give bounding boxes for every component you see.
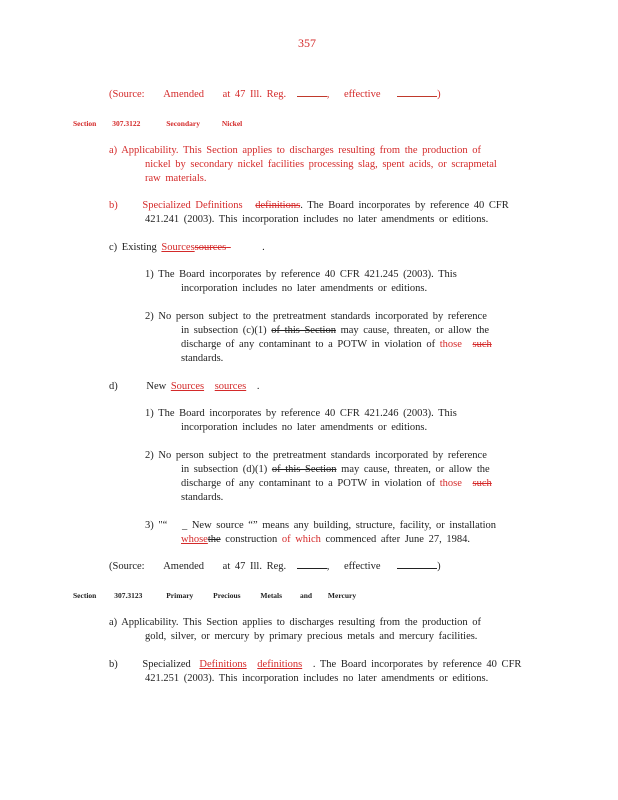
body-text: construction <box>220 534 282 545</box>
body-text: . The Board incorporates by reference 40 CFR <box>300 200 509 211</box>
section-word: Section <box>73 119 97 128</box>
subsection-a-line: gold, silver, or mercury by primary precious metals and mercury facilities. <box>145 631 478 642</box>
subsection-b-line <box>109 658 521 671</box>
paragraph-d2-line: 2) No person subject to the pretreatment standards incorporated by reference <box>145 450 487 461</box>
source-label: (Source: <box>109 89 145 100</box>
paragraph-d1-line: incorporation includes no later amendments or editions. <box>181 422 428 433</box>
body-text: in subsection (d)(1) <box>181 464 272 475</box>
source-close: ) <box>437 89 441 100</box>
source-label: (Source: <box>109 561 145 572</box>
body-text: may cause, threaten, or allow the <box>335 325 490 336</box>
paragraph-c1-line: 1) The Board incorporates by reference 40 CFR 421.245 (2003). This <box>145 269 457 280</box>
deleted-text: such <box>472 339 492 350</box>
deleted-text: of this Section <box>271 464 337 475</box>
body-text: 3) "“ <box>145 520 168 531</box>
subsection-marker: d) <box>109 381 118 392</box>
source-register: at 47 Ill. Reg. <box>222 561 287 572</box>
body-text: New <box>146 381 171 392</box>
subsection-marker: b) <box>109 200 118 211</box>
inserted-text: Specialized Definitions <box>142 200 243 211</box>
inserted-text: those <box>439 339 462 350</box>
paragraph-d1-line: 1) The Board incorporates by reference 40 CFR 421.246 (2003). This <box>145 408 457 419</box>
source-comma: , <box>326 89 330 100</box>
subsection-b-line: 421.241 (2003). This incorporation includes no later amendments or editions. <box>145 214 489 225</box>
subsection-a-line: a) Applicability. This Section applies to discharges resulting from the production of <box>109 145 482 156</box>
deleted-text: sources <box>194 242 227 253</box>
inserted-text: whose <box>181 534 208 545</box>
register-blank <box>297 96 327 97</box>
source-close: ) <box>437 561 441 572</box>
body-text: c) Existing <box>109 242 162 253</box>
body-text: . <box>262 242 265 253</box>
body-text: discharge of any contaminant to a POTW in violation of <box>181 339 440 350</box>
section-title-word: Metals <box>260 591 283 600</box>
subsection-d-line <box>109 380 259 393</box>
body-text: . The Board incorporates by reference 40 CFR <box>312 659 522 670</box>
source-effective: effective <box>343 89 381 100</box>
page-number: 357 <box>298 36 316 50</box>
section-word: Section <box>73 591 97 600</box>
source-comma: , <box>326 561 330 572</box>
section-number: 307.3122 <box>112 119 141 128</box>
source-note <box>109 88 441 101</box>
inserted-text: Sources <box>161 242 195 253</box>
section-number: 307.3123 <box>114 591 143 600</box>
deleted-text: such <box>472 478 492 489</box>
body-text: Specialized <box>142 659 196 670</box>
inserted-text: Sources <box>170 381 205 392</box>
paragraph-c2-line <box>181 338 492 351</box>
section-title-word: Precious <box>213 591 241 600</box>
body-text: in subsection (c)(1) <box>181 325 272 336</box>
paragraph-c2-line: 2) No person subject to the pretreatment standards incorporated by reference <box>145 311 487 322</box>
register-blank <box>297 568 327 569</box>
body-text: _ New source “” means any building, structure, facility, or installation <box>181 520 497 531</box>
section-heading <box>73 117 242 130</box>
source-note <box>109 560 441 573</box>
section-title-word: Secondary <box>166 119 200 128</box>
paragraph-c2-line: standards. <box>181 353 224 364</box>
body-text: commenced after June 27, 1984. <box>320 534 470 545</box>
subsection-b-line: 421.251 (2003). This incorporation includes no later amendments or editions. <box>145 673 489 684</box>
source-amended: Amended <box>163 89 205 100</box>
paragraph-d2-line <box>181 477 492 490</box>
section-heading <box>73 589 356 602</box>
paragraph-d3-line <box>181 533 470 546</box>
body-text: discharge of any contaminant to a POTW in violation of <box>181 478 440 489</box>
deleted-text: definitions <box>257 659 303 670</box>
section-title-word: and <box>299 591 313 600</box>
body-text: may cause, threaten, or allow the <box>336 464 490 475</box>
deleted-text: definitions <box>255 200 301 211</box>
subsection-c-line <box>109 241 265 254</box>
source-amended: Amended <box>163 561 205 572</box>
subsection-a-line: a) Applicability. This Section applies to discharges resulting from the production of <box>109 617 482 628</box>
deleted-text: sources <box>214 381 247 392</box>
deleted-space <box>226 241 262 254</box>
subsection-a-line: nickel by secondary nickel facilities processing slag, spent acids, or scrapmetal <box>145 159 497 170</box>
inserted-text: Definitions <box>199 659 247 670</box>
source-effective: effective <box>343 561 381 572</box>
subsection-a-line: raw materials. <box>145 173 207 184</box>
source-register: at 47 Ill. Reg. <box>222 89 287 100</box>
subsection-b-line <box>109 199 509 212</box>
section-title-word: Nickel <box>221 119 243 128</box>
paragraph-d2-line: standards. <box>181 492 224 503</box>
paragraph-c2-line <box>181 324 489 337</box>
deleted-text: of this Section <box>271 325 336 336</box>
body-text: . <box>256 381 260 392</box>
section-title-word: Mercury <box>327 591 357 600</box>
inserted-text: of which <box>281 534 321 545</box>
effective-blank <box>397 568 437 569</box>
section-title-word: Primary <box>166 591 194 600</box>
paragraph-d2-line <box>181 463 490 476</box>
deleted-text: the <box>207 534 221 545</box>
inserted-text: those <box>439 478 462 489</box>
subsection-marker: b) <box>109 659 118 670</box>
effective-blank <box>397 96 437 97</box>
paragraph-d3-line <box>145 519 496 532</box>
paragraph-c1-line: incorporation includes no later amendments or editions. <box>181 283 428 294</box>
